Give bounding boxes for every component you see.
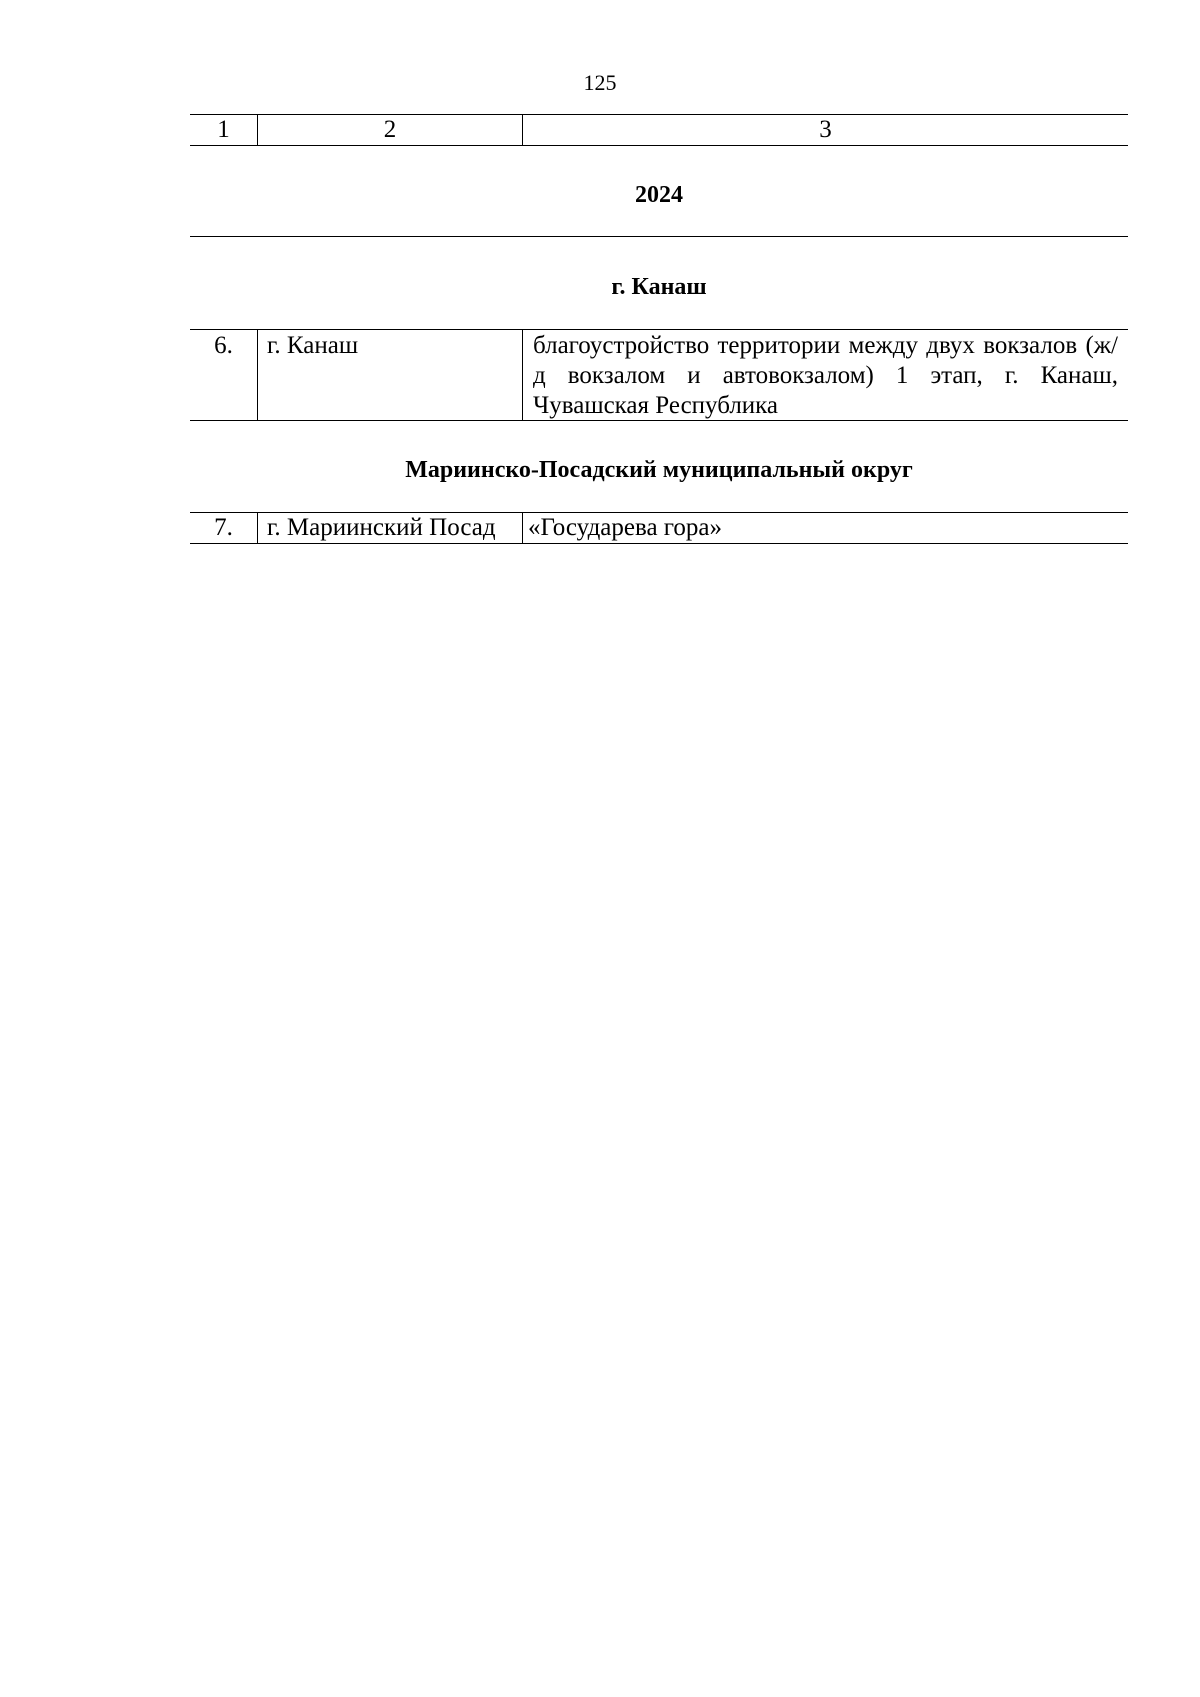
row-description: «Государева гора» <box>528 514 723 541</box>
row-number: 7. <box>214 514 233 541</box>
section-heading-kanash: г. Канаш <box>611 274 707 300</box>
row-bottom-border <box>190 543 1128 544</box>
page-number: 125 <box>583 70 617 95</box>
row-number: 6. <box>214 332 233 359</box>
section-heading-mariinsky-posad: Мариинско-Посадский муниципальный округ <box>405 457 913 483</box>
row-settlement: г. Канаш <box>267 332 359 359</box>
year-heading: 2024 <box>635 182 683 208</box>
header-col-1: 1 <box>217 116 230 143</box>
column-divider <box>522 512 523 543</box>
column-divider <box>257 329 258 420</box>
header-col-2: 2 <box>383 116 397 143</box>
column-divider <box>257 512 258 543</box>
row-description: благоустройство территории между двух вокзалов (ж/д вокзалом и автовокзалом) 1 этап, г. Канаш, Чувашская Республика <box>533 332 1118 419</box>
section-divider <box>190 236 1128 237</box>
row-top-border <box>190 329 1128 330</box>
header-col-3: 3 <box>819 116 832 143</box>
column-divider <box>522 329 523 420</box>
table-header-bottom-border <box>190 145 1128 146</box>
row-settlement: г. Мариинский Посад <box>267 514 496 541</box>
